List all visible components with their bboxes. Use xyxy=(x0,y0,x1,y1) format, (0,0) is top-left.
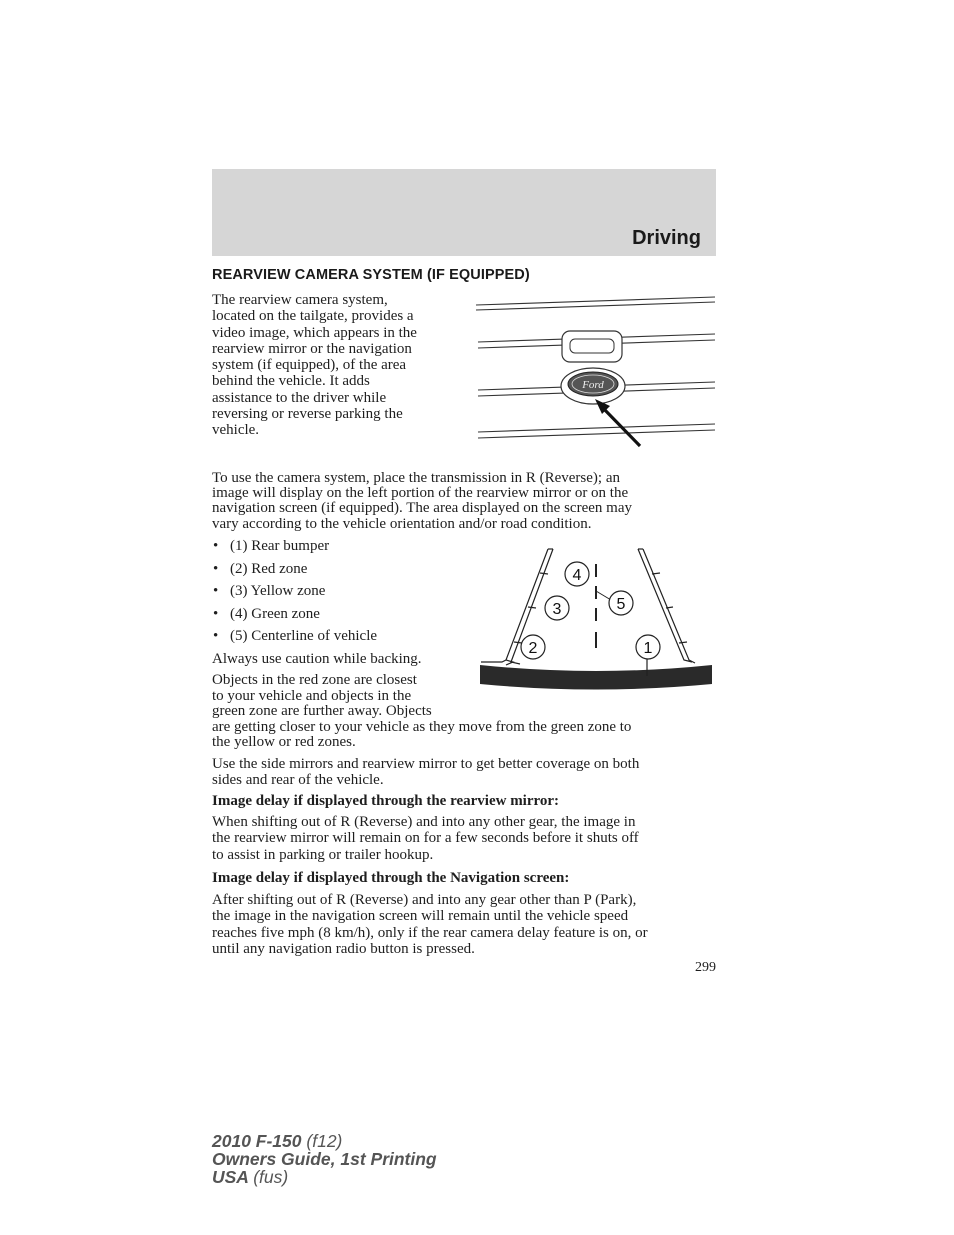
text-line: to your vehicle and objects in the xyxy=(212,687,412,704)
text-line: After shifting out of R (Reverse) and into any gear other than P (Park), xyxy=(212,892,637,908)
text-line: Use the side mirrors and rearview mirror to get better coverage on both xyxy=(212,756,640,772)
text-line: To use the camera system, place the transmission in R (Reverse); an xyxy=(212,470,620,486)
text-line: sides and rear of the vehicle. xyxy=(212,771,384,788)
text-line: system (if equipped), of the area xyxy=(212,357,407,374)
page-number: 299 xyxy=(695,960,716,975)
objects-paragraph xyxy=(212,673,631,751)
text-line: navigation screen (if equipped). The area displayed on the screen may xyxy=(212,500,632,517)
usage-paragraph xyxy=(212,471,632,532)
callout-2: 2 xyxy=(528,640,538,657)
text-line: rearview mirror or the navigation xyxy=(212,340,412,357)
text-line: the image in the navigation screen will remain until the vehicle speed xyxy=(212,908,629,925)
text-line: The rearview camera system, xyxy=(212,292,388,308)
callout-4: 4 xyxy=(572,567,582,584)
text-line: located on the tailgate, provides a xyxy=(212,308,414,325)
list-item: • (5) Centerline of vehicle xyxy=(212,627,377,650)
text-line: When shifting out of R (Reverse) and into any other gear, the image in xyxy=(212,814,636,830)
intro-paragraph xyxy=(212,292,417,439)
document-footer xyxy=(212,1132,437,1186)
callout-5: 5 xyxy=(616,596,626,613)
text-line: green zone are further away. Objects xyxy=(212,703,432,720)
mirror-delay-heading: Image delay if displayed through the rearview mirror: xyxy=(212,793,560,809)
text-line: image will display on the left portion of the rearview mirror or on the xyxy=(212,485,629,502)
section-heading: REARVIEW CAMERA SYSTEM (IF EQUIPPED) xyxy=(212,267,530,283)
ford-badge-text: Ford xyxy=(582,379,604,391)
text-line: reversing or reverse parking the xyxy=(212,406,403,423)
text-line: vehicle. xyxy=(212,422,260,439)
mirror-delay-paragraph xyxy=(212,814,639,863)
list-item: • (2) Red zone xyxy=(212,560,377,583)
text-line: vary according to the vehicle orientation and/or road condition. xyxy=(212,515,592,532)
caution-text: Always use caution while backing. xyxy=(212,651,422,667)
nav-delay-paragraph xyxy=(212,892,648,957)
nav-delay-heading: Image delay if displayed through the Navigation screen: xyxy=(212,870,570,886)
text-line: behind the vehicle. It adds xyxy=(212,373,370,390)
camera-zones-figure xyxy=(476,545,716,693)
mirrors-paragraph xyxy=(212,757,639,788)
text-line: Objects in the red zone are closest xyxy=(212,672,417,688)
list-item: • (1) Rear bumper xyxy=(212,537,377,560)
text-line: until any navigation radio button is pressed. xyxy=(212,940,475,957)
text-line: video image, which appears in the xyxy=(212,324,417,341)
tailgate-camera-figure xyxy=(474,292,718,450)
callout-3: 3 xyxy=(552,601,562,618)
footer-guide: Owners Guide, 1st Printing xyxy=(212,1149,437,1169)
footer-market: USA xyxy=(212,1167,249,1187)
zone-legend-list xyxy=(212,537,377,650)
footer-model: 2010 F-150 xyxy=(212,1131,302,1151)
list-item: • (4) Green zone xyxy=(212,605,377,628)
header-band xyxy=(212,169,716,256)
footer-model-code: (f12) xyxy=(306,1131,343,1151)
section-title: Driving xyxy=(632,227,701,249)
text-line: are getting closer to your vehicle as they move from the green zone to xyxy=(212,718,632,735)
text-line: the yellow or red zones. xyxy=(212,734,356,751)
text-line: reaches five mph (8 km/h), only if the rear camera delay feature is on, or xyxy=(212,924,648,941)
list-item: • (3) Yellow zone xyxy=(212,582,377,605)
text-line: the rearview mirror will remain on for a few seconds before it shuts off xyxy=(212,830,639,847)
callout-1: 1 xyxy=(643,640,653,657)
footer-market-code: (fus) xyxy=(253,1167,289,1187)
text-line: assistance to the driver while xyxy=(212,389,387,406)
text-line: to assist in parking or trailer hookup. xyxy=(212,846,434,863)
